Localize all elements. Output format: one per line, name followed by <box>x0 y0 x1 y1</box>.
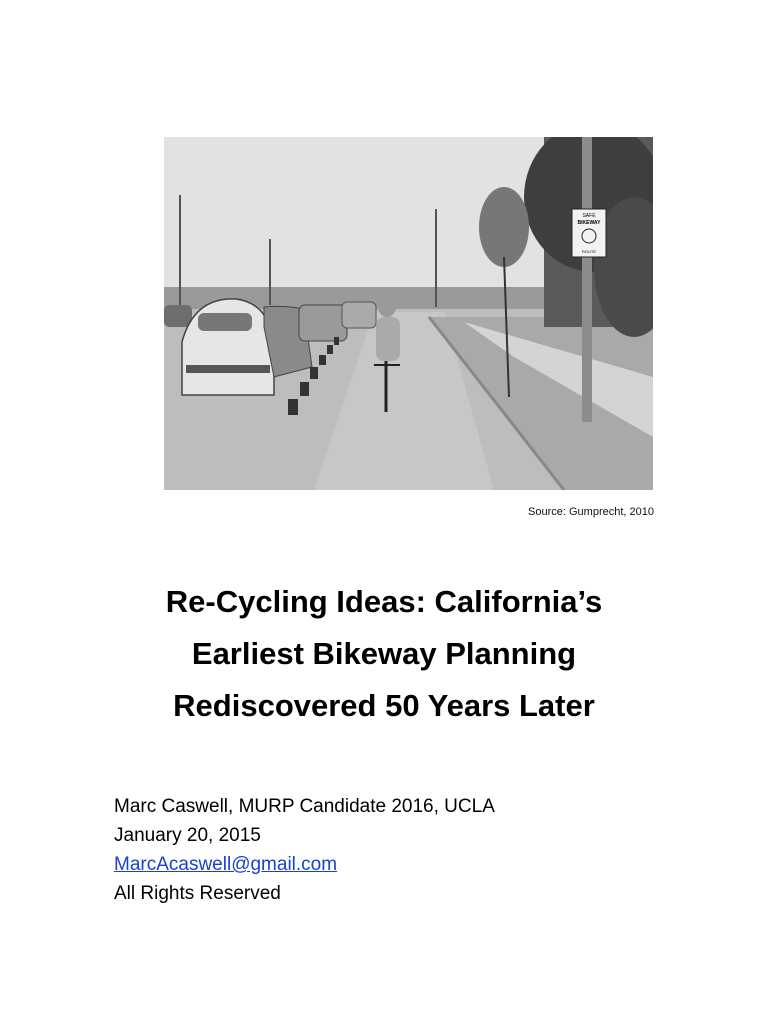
document-title <box>0 576 768 732</box>
author-block <box>114 792 495 908</box>
title-line-2: Earliest Bikeway Planning <box>191 636 577 671</box>
title-line-1: Re-Cycling Ideas: California’s <box>165 584 603 619</box>
author-line: Marc Caswell, MURP Candidate 2016, UCLA <box>114 796 495 817</box>
title-line-3: Rediscovered 50 Years Later <box>173 688 595 723</box>
photo-caption: Source: Gumprecht, 2010 <box>528 506 654 518</box>
sign-text-1: SAFE <box>582 213 596 219</box>
sign-text-3: ROUTE <box>582 249 596 254</box>
bikeway-photo-illustration <box>164 137 653 490</box>
rights-line: All Rights Reserved <box>114 883 281 904</box>
sign-text-2: BIKEWAY <box>577 220 601 226</box>
date-line: January 20, 2015 <box>114 825 261 846</box>
email-link[interactable]: MarcAcaswell@gmail.com <box>114 854 338 875</box>
cover-photo <box>164 137 653 490</box>
